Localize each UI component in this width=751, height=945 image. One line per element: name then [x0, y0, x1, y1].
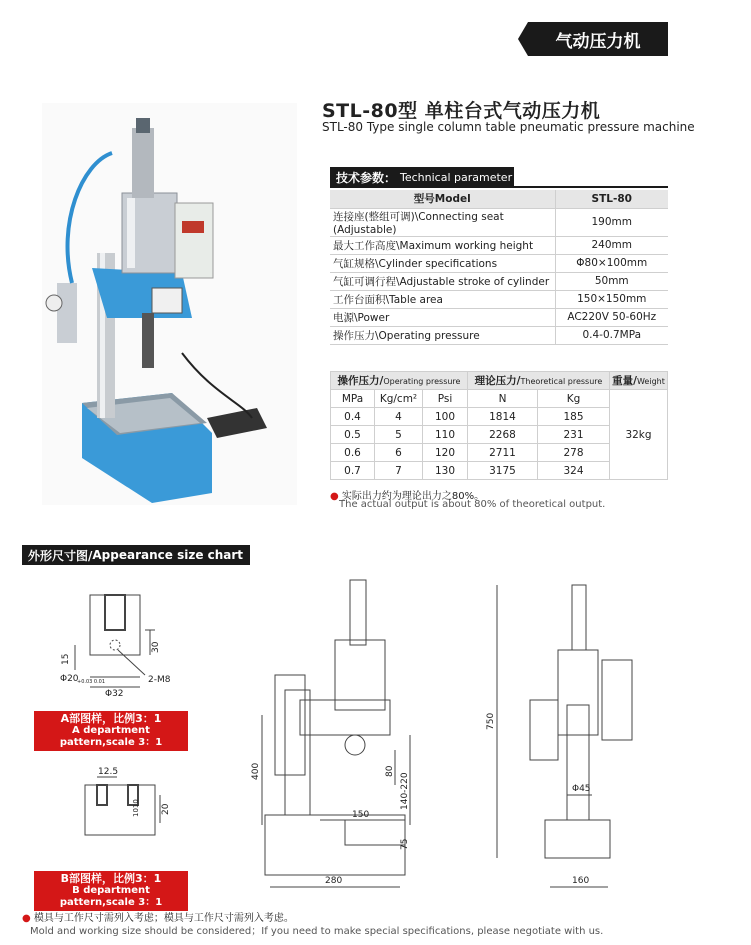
footer-en: Mold and working size should be considered；If you need to make special specifications, please negotiate with us.: [30, 926, 604, 937]
front-arm: [300, 700, 390, 735]
bullet-icon: ●: [330, 491, 339, 502]
side-base: [545, 820, 610, 858]
cell: 7: [375, 462, 423, 480]
table-row: [330, 272, 668, 290]
table-row: [330, 308, 668, 326]
side-box: [602, 660, 632, 740]
table-row: [330, 254, 668, 272]
b-pattern-en: B department pattern,scale 3：1: [59, 885, 163, 908]
weight-en: Weight: [636, 377, 665, 386]
a-detail-slot: [105, 595, 125, 630]
cell: 130: [423, 462, 468, 480]
dim-a-phi32: Φ32: [105, 689, 124, 699]
tech-param-heading: [330, 167, 514, 187]
cell: 0.4: [331, 408, 375, 426]
cell: 185: [538, 408, 610, 426]
product-photo: [42, 103, 297, 505]
pressure-table: [330, 371, 668, 480]
weight-value: 32kg: [610, 390, 668, 480]
param-label: 连接座(整组可调)\Connecting seat (Adjustable): [330, 208, 555, 236]
dim-a-phi20: Φ20: [60, 674, 79, 684]
weight-cn: 重量/: [612, 375, 637, 387]
dim-f-140220: 140-220: [400, 772, 410, 810]
side-column: [567, 705, 589, 820]
front-column: [285, 690, 310, 815]
cell: 5: [375, 426, 423, 444]
cell: 110: [423, 426, 468, 444]
dim-a-tol: +0.03 0.01: [77, 679, 106, 685]
side-filter: [530, 700, 558, 760]
cell: 4: [375, 408, 423, 426]
dim-a-30: 30: [151, 641, 161, 653]
cell: 2268: [468, 426, 538, 444]
dim-s-phi45: Φ45: [572, 784, 591, 794]
dim-b-20: 20: [161, 803, 171, 815]
cell: 0.5: [331, 426, 375, 444]
unit-cell: N: [468, 390, 538, 408]
dim-b-125: 12.5: [98, 767, 119, 777]
a-pattern-cn: A部图样，比例3：1: [60, 712, 162, 725]
param-label: 型号Model: [330, 190, 555, 208]
param-label: 工作台面积\Table area: [330, 290, 555, 308]
theo-pressure-cn: 理论压力/: [474, 375, 521, 387]
cell: 6: [375, 444, 423, 462]
param-label: 电源\Power: [330, 308, 555, 326]
unit-cell: MPa: [331, 390, 375, 408]
dim-f-80: 80: [385, 765, 395, 777]
a-pattern-label: [34, 711, 188, 751]
theo-pressure-en: Theoretical pressure: [520, 377, 603, 386]
top-banner: 气动压力机: [528, 22, 668, 56]
table-row: [330, 326, 668, 344]
b-detail-body: [85, 785, 155, 835]
size-chart-cn: 外形尺寸图/: [28, 548, 93, 563]
cell: 231: [538, 426, 610, 444]
tech-heading-cn: 技术参数：: [336, 170, 397, 185]
param-value: 50mm: [555, 272, 668, 290]
op-pressure-en: Operating pressure: [383, 377, 461, 386]
output-note-cn: 实际出力约为理论出力之80%。: [341, 491, 485, 502]
param-value: 150×150mm: [555, 290, 668, 308]
a-detail-body: [90, 595, 140, 655]
dim-s-750: 750: [486, 712, 496, 730]
table-row: [330, 290, 668, 308]
page-subtitle: STL-80 Type single column table pneumatic pressure machine: [322, 120, 695, 134]
cell: 100: [423, 408, 468, 426]
param-value: 240mm: [555, 236, 668, 254]
side-rod: [572, 585, 586, 650]
dim-f-75: 75: [400, 838, 410, 850]
op-pressure-cn: 操作压力/: [337, 375, 384, 387]
param-value: 0.4-0.7MPa: [555, 326, 668, 344]
page-title: STL-80型 单柱台式气动压力机: [322, 100, 601, 122]
dim-f-400: 400: [251, 762, 261, 780]
dim-a-15: 15: [61, 653, 71, 665]
side-cylinder: [558, 650, 598, 735]
dim-f-150: 150: [352, 810, 370, 820]
table-row: [330, 236, 668, 254]
units-row: [331, 390, 668, 408]
size-chart-heading: [22, 545, 250, 565]
param-value: Φ80×100mm: [555, 254, 668, 272]
param-value: 190mm: [555, 208, 668, 236]
table-row: [330, 208, 668, 236]
param-value: STL-80: [555, 190, 668, 208]
dim-s-160: 160: [572, 876, 590, 886]
cell: 0.6: [331, 444, 375, 462]
theo-pressure-header: [468, 372, 610, 390]
weight-header: [610, 372, 668, 390]
param-label: 气缸规格\Cylinder specifications: [330, 254, 555, 272]
table-header-row: [331, 372, 668, 390]
dim-f-280: 280: [325, 876, 343, 886]
b-pattern-label: [34, 871, 188, 911]
bullet-icon: ●: [22, 913, 31, 924]
cell: 278: [538, 444, 610, 462]
front-rod: [350, 580, 366, 645]
tech-param-table: [330, 190, 668, 345]
table-row: [330, 190, 668, 208]
unit-cell: Kg/cm²: [375, 390, 423, 408]
footer-cn: 模具与工作尺寸需列入考虑；模具与工作尺寸需列入考虑。: [33, 913, 294, 924]
b-pattern-cn: B部图样，比例3：1: [60, 872, 162, 885]
param-value: AC220V 50-60Hz: [555, 308, 668, 326]
a-pattern-en: A department pattern,scale 3：1: [59, 725, 163, 748]
param-label: 气缸可调行程\Adjustable stroke of cylinder: [330, 272, 555, 290]
cell: 1814: [468, 408, 538, 426]
cell: 120: [423, 444, 468, 462]
unit-cell: Psi: [423, 390, 468, 408]
dim-a-m8: 2-M8: [148, 675, 171, 685]
param-label: 操作压力\Operating pressure: [330, 326, 555, 344]
a-detail-hole: [110, 640, 120, 650]
param-label: 最大工作高度\Maximum working height: [330, 236, 555, 254]
cell: 0.7: [331, 462, 375, 480]
cell: 2711: [468, 444, 538, 462]
unit-cell: Kg: [538, 390, 610, 408]
op-pressure-header: [331, 372, 468, 390]
cell: 324: [538, 462, 610, 480]
dim-b-1010: 1010: [132, 799, 140, 817]
tech-heading-rule: [330, 186, 668, 188]
size-chart-en: Appearance size chart: [92, 548, 244, 562]
tech-heading-en: Technical parameter: [400, 170, 513, 184]
output-note-en: The actual output is about 80% of theoretical output.: [339, 499, 606, 510]
cell: 3175: [468, 462, 538, 480]
